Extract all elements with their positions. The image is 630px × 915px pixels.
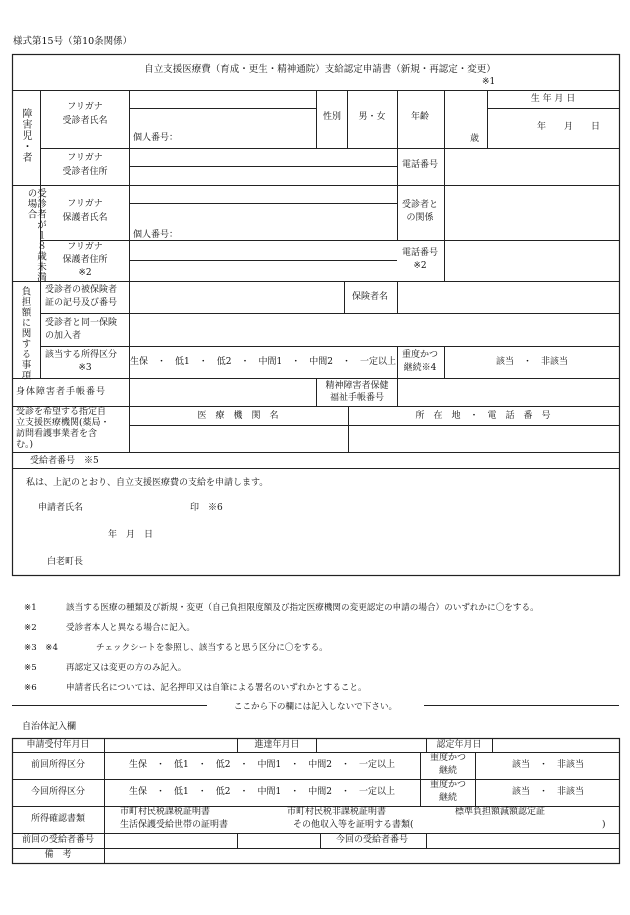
- note-text: 該当する医療の種類及び新規・変更（自己負担限度額及び指定医療機関の変更認定の申請の場合）のいずれかに〇をする。: [66, 603, 539, 613]
- address-phone-header: 所 在 地 ・ 電 話 番 号: [415, 411, 551, 421]
- insured-label-1: 受診者の被保険者: [45, 285, 118, 295]
- note-mark: ※3 ※4: [24, 643, 58, 653]
- declaration-text: 私は、上記のとおり、自立支援医療費の支給を申請します。: [26, 478, 269, 488]
- note-text: 受診者本人と異なる場合に記入。: [66, 623, 195, 633]
- patient-my-number-label: 個人番号：: [133, 133, 179, 143]
- household-label-1: 受診者と同一保険: [45, 318, 118, 328]
- income-options[interactable]: 生保 ・ 低1 ・ 低2 ・ 中間1 ・ 中間2 ・ 一定以上: [130, 357, 396, 367]
- prev-number-label: 前回の受給者番号: [21, 835, 95, 845]
- guardian-phone-label: 電話番号: [401, 248, 439, 258]
- prev-severe-label-2: 継続: [438, 766, 458, 776]
- patient-furigana-label: フリガナ: [67, 102, 103, 112]
- medical-institution-header: 医 療 機 関 名: [197, 411, 279, 421]
- approved-date-label: 認定年月日: [436, 740, 482, 750]
- note-item: [24, 601, 539, 621]
- recipient-number-label: 受給者番号 ※5: [30, 456, 99, 466]
- form-title: 自立支援医療費（育成・更生・精神通院）支給認定申請書（新規・再認定・変更）: [144, 64, 496, 75]
- disability-book-label: 身体障害者手帳番号: [16, 387, 107, 397]
- guardian-my-number-label: 個人番号：: [133, 230, 179, 240]
- relation-label-2: の関係: [406, 213, 434, 223]
- docs-label: 所得確認書類: [30, 814, 86, 824]
- guardian-phone-note: ※2: [413, 261, 427, 271]
- divider-text: ここから下の欄には記入しないで下さい。: [233, 702, 398, 712]
- note-text: 再認定又は変更の方のみ記入。: [66, 663, 187, 673]
- note-mark: ※5: [24, 663, 37, 673]
- prev-severe-label-1: 重度かつ: [429, 753, 467, 763]
- severe-options[interactable]: 該当 ・ 非該当: [495, 357, 569, 367]
- note-item: [24, 661, 539, 681]
- insured-label-2: 証の記号及び番号: [45, 298, 118, 308]
- guardian-address-note: ※2: [78, 268, 92, 278]
- section-burden-label: 負担額に関する事項: [19, 286, 31, 381]
- patient-address-furigana: フリガナ: [67, 153, 103, 163]
- note-text: チェックシートを参照し、該当すると思う区分に〇をする。: [96, 643, 328, 653]
- sent-date-label: 進達年月日: [254, 740, 300, 750]
- insurer-label: 保険者名: [351, 292, 389, 302]
- mental-book-label-1: 精神障害者保健: [325, 381, 389, 391]
- note-item: [24, 621, 539, 641]
- section-guardian-label: 受診者が１８歳未満の場合: [25, 188, 46, 283]
- note-item: [24, 641, 539, 661]
- income-label: 該当する所得区分: [45, 350, 118, 360]
- doc-welfare-cert: 生活保護受給世帯の証明書: [120, 820, 229, 830]
- curr-income-options: 生保 ・ 低1 ・ 低2 ・ 中間1 ・ 中間2 ・ 一定以上: [129, 787, 395, 797]
- curr-number-label: 今回の受給者番号: [335, 835, 409, 845]
- guardian-name-label: 保護者氏名: [62, 213, 108, 223]
- note-mark: ※6: [24, 683, 37, 693]
- cutoff-divider: [12, 700, 619, 710]
- addressee: 白老町長: [47, 557, 84, 567]
- relation-label-1: 受診者と: [401, 200, 439, 210]
- prev-severe-options: 該当 ・ 非該当: [511, 760, 585, 770]
- age-unit: 歳: [470, 134, 480, 144]
- guardian-address-label: 保護者住所: [62, 255, 108, 265]
- severe-label-1: 重度かつ: [401, 350, 439, 360]
- doc-non-tax-cert: 市町村民税非課税証明書: [287, 807, 387, 817]
- received-date-label: 申請受付年月日: [26, 740, 90, 750]
- note-text: 申請者氏名については、記名押印又は自筆による署名のいずれかとすること。: [66, 683, 367, 693]
- birth-date-label: 生 年 月 日: [530, 94, 576, 104]
- medical-request-3: 訪問看護事業者を含: [16, 429, 98, 439]
- office-section-title: 自治体記入欄: [22, 722, 77, 732]
- medical-request-1: 受診を希望する指定自: [16, 407, 107, 417]
- household-label-2: の加入者: [45, 331, 82, 341]
- doc-other-close: ): [602, 820, 606, 830]
- medical-request-2: 立支援医療機関(薬局・: [16, 418, 110, 428]
- applicant-name-label: 申請者氏名: [38, 503, 84, 513]
- severe-label-2: 継続※4: [403, 363, 437, 373]
- patient-name-label: 受診者氏名: [62, 116, 108, 126]
- curr-income-label: 今回所得区分: [30, 787, 86, 797]
- notes-list: [24, 601, 539, 701]
- guardian-address-furigana: フリガナ: [67, 242, 103, 252]
- patient-phone-label: 電話番号: [401, 160, 439, 170]
- seal-mark: 印 ※6: [190, 503, 223, 513]
- curr-severe-options: 該当 ・ 非該当: [511, 787, 585, 797]
- curr-severe-label-1: 重度かつ: [429, 780, 467, 790]
- curr-severe-label-2: 継続: [438, 793, 458, 803]
- doc-reduction-cert: 標準負担額減額認定証: [455, 807, 546, 817]
- application-date: 年 月 日: [108, 530, 154, 540]
- gender-options[interactable]: 男・女: [358, 112, 386, 122]
- mental-book-label-2: 福祉手帳番号: [329, 393, 385, 403]
- section-patient-label: 障害児・者: [20, 108, 31, 163]
- remarks-label: 備 考: [44, 850, 72, 860]
- title-note-mark: ※1: [482, 77, 496, 87]
- prev-income-label: 前回所得区分: [30, 760, 86, 770]
- prev-income-options: 生保 ・ 低1 ・ 低2 ・ 中間1 ・ 中間2 ・ 一定以上: [129, 760, 395, 770]
- note-item: [24, 681, 539, 701]
- guardian-furigana-label: フリガナ: [67, 199, 103, 209]
- birth-date-format: 年 月 日: [537, 122, 601, 132]
- doc-tax-cert: 市町村民税課税証明書: [120, 807, 211, 817]
- form-id: 様式第15号（第10条関係）: [13, 36, 133, 47]
- doc-other: その他収入等を証明する書類(: [293, 820, 414, 830]
- medical-request-4: む。): [16, 440, 34, 450]
- note-mark: ※2: [24, 623, 37, 633]
- income-note: ※3: [78, 363, 92, 373]
- gender-label: 性別: [322, 112, 342, 122]
- note-mark: ※1: [24, 603, 37, 613]
- age-label: 年齢: [410, 112, 430, 122]
- patient-address-label: 受診者住所: [62, 167, 108, 177]
